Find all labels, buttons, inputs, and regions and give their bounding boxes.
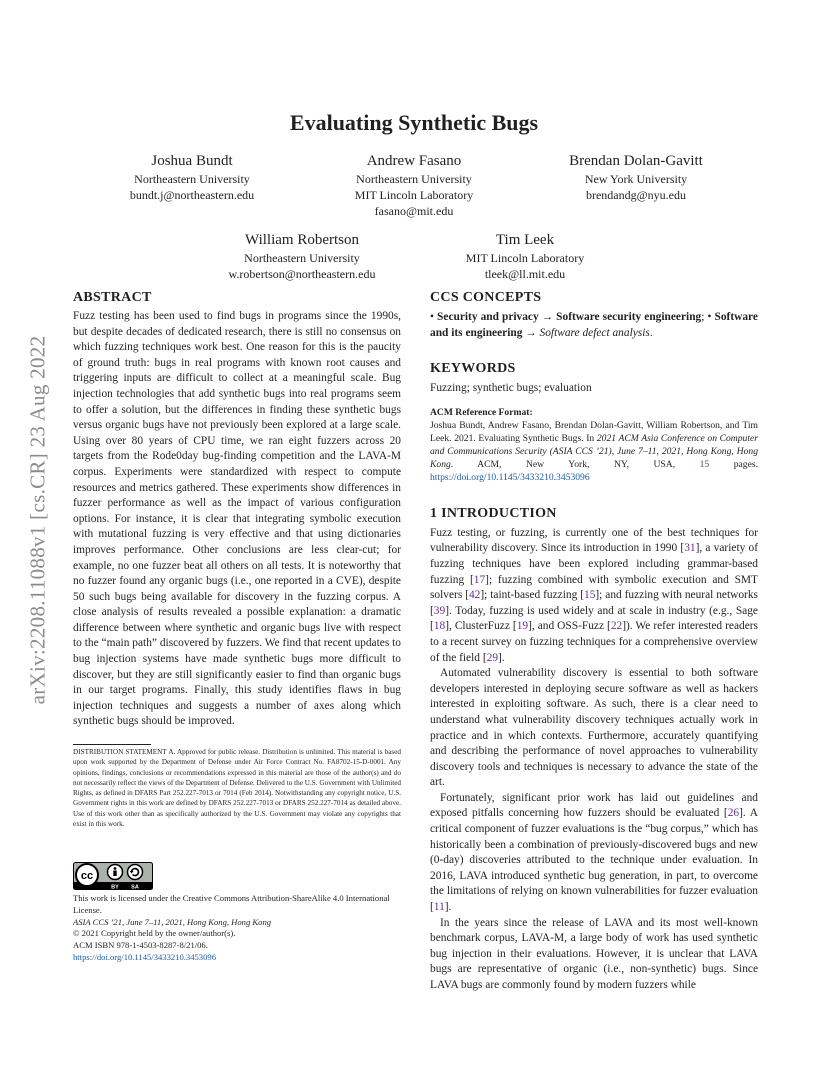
cc-by-label: BY xyxy=(111,884,119,890)
keywords-heading: KEYWORDS xyxy=(430,361,516,377)
ccs-heading: CCS CONCEPTS xyxy=(430,290,542,305)
author-email[interactable]: fasano@mit.edu xyxy=(374,204,454,218)
citation-link[interactable]: 42 xyxy=(468,589,481,602)
author-block-3 xyxy=(536,152,736,203)
intro-heading: 1 INTRODUCTION xyxy=(430,505,557,521)
text-run: ]; fuzzing combined with symbolic execution and SMT solvers [ xyxy=(430,573,759,602)
cc-by-sa-icon xyxy=(73,862,153,890)
text-run: ]; and fuzzing with neural networks [ xyxy=(430,589,758,617)
author-affiliation: MIT Lincoln Laboratory xyxy=(354,188,474,202)
author-name: William Robertson xyxy=(245,232,359,248)
author-affiliation: Northeastern University xyxy=(244,251,360,265)
text-run: ]. Today, fuzzing is used widely and at scale in industry (e.g., Sage [ xyxy=(430,604,758,633)
license-statement: This work is licensed under the Creative Commons Attribution-ShareAlike 4.0 International License. xyxy=(73,893,390,915)
author-name: Andrew Fasano xyxy=(366,153,462,169)
citation-link[interactable]: 22 xyxy=(610,620,623,633)
citation-link[interactable]: 17 xyxy=(473,573,486,586)
arrow: → xyxy=(541,311,554,323)
text-run: ], a variety of fuzzing techniques have been explored including grammar-based fuzzing [ xyxy=(430,542,758,586)
citation-link[interactable]: 29 xyxy=(486,651,499,664)
citation-link[interactable]: 26 xyxy=(727,807,740,820)
text-run: ]. A critical component of fuzzer evaluations is the “bug corpus,” which has historically been a combination of previously-discovered bugs and new (0-day) discoveries attributed to the technique under evaluation. In 2016, LAVA introduced synthetic bug generation, in part, to overcome the limitations of relying on known vulnerabilities for fuzzer evaluation [ xyxy=(430,807,759,914)
text-run: ]). We refer interested readers to a recent survey on fuzzing techniques for a comprehensive overview of the field [ xyxy=(430,620,758,664)
acm-ref-publisher: . ACM, New York, NY, USA, xyxy=(450,458,700,470)
arxiv-identifier xyxy=(18,280,58,760)
acm-ref-venue: 2021 ACM Asia Conference on Computer and Communications Security (ASIA CCS ’21), June 7–11, 2021, Hong Kong, Hong Kong xyxy=(430,432,758,470)
author-email[interactable]: tleek@ll.mit.edu xyxy=(484,267,566,281)
author-email[interactable]: w.robertson@northeastern.edu xyxy=(228,267,376,281)
keywords-text: Fuzzing; synthetic bugs; evaluation xyxy=(430,382,592,395)
author-name: Brendan Dolan-Gavitt xyxy=(569,153,703,169)
citation-link[interactable]: 15 xyxy=(584,589,596,602)
distribution-statement: DISTRIBUTION STATEMENT A. Approved for public release. Distribution is unlimited. This material is based upon work supported by the Department of Defense under Air Force Contract No. FA8702-15-D-0001. Any opinions, findings, conclusions or recommendations expressed in this material are those of the author(s) and do not necessarily reflect the views of the Department of Defense. Delivered to the U.S. Government with Unlimited Rights, as defined in DFARS Part 252.227-7013 or 7014 (Feb 2014). Notwithstanding any copyright notice, U.S. Government rights in this work are defined by DFARS 252.227-7013 or DFARS 252.227-7014 as detailed above. Use of this work other than as specifically authorized by the U.S. Government may violate any copyrights that exist in this work. xyxy=(73,748,401,829)
citation-link[interactable]: 31 xyxy=(684,542,696,555)
author-email[interactable]: bundt.j@northeastern.edu xyxy=(129,188,255,202)
ccs-concept: Security and privacy xyxy=(437,311,539,323)
author-affiliation: MIT Lincoln Laboratory xyxy=(465,251,585,265)
bullet: • xyxy=(430,311,434,323)
text-run: ]. xyxy=(498,651,505,664)
citation-link[interactable]: 11 xyxy=(433,901,445,914)
intro-paragraph-1 xyxy=(430,526,758,666)
text-run: ], ClusterFuzz [ xyxy=(445,620,517,633)
cc-sa-label: SA xyxy=(131,884,139,890)
paper-title: Evaluating Synthetic Bugs xyxy=(289,110,539,135)
right-column xyxy=(430,290,758,994)
ccs-concept: Software defect analysis xyxy=(539,326,650,339)
author-name: Joshua Bundt xyxy=(151,153,233,169)
acm-ref-authors: Joshua Bundt, Andrew Fasano, Brendan Dolan-Gavitt, William Robertson, and Tim Leek. 2021. Evaluating Synthetic Bugs. In xyxy=(430,419,758,444)
citation-link[interactable]: 39 xyxy=(433,604,446,617)
abstract-heading: ABSTRACT xyxy=(73,290,152,305)
copyright-line: © 2021 Copyright held by the owner/author(s). xyxy=(73,928,236,939)
citation-link[interactable]: 19 xyxy=(516,620,529,633)
acm-ref-doi-link[interactable]: https://doi.org/10.1145/3433210.3453096 xyxy=(430,471,590,483)
ccs-concept: Software security engineering xyxy=(556,311,702,323)
abstract-text: Fuzz testing has been used to find bugs in programs since the 1990s, but despite decades of dedicated research, there is still no consensus on which fuzzing techniques work best. One reason for this is the paucity of ground truth: bugs in real programs with known root causes and triggering inputs are difficult to collect at a meaningful scale. Bug injection technologies that add synthetic bugs into real programs seem to offer a solution, but the differences in finding these synthetic bugs versus organic bugs have not previously been explored at a large scale. Using over 80 years of CPU time, we ran eight fuzzers across 20 targets from the Rode0day bug-finding competition and the LAVA-M corpus. Experiments were standardized with respect to compute resources and metrics gathered. These experiments show differences in fuzzer performance as well as the impact of various configuration options. For instance, it is clear that integrating symbolic execution with mutational fuzzing is very effective and that using dictionaries improves performance. Other conclusions are less clear-cut; for example, no one fuzzer beat all others on all tests. It is noteworthy that no fuzzer found any organic bugs (i.e., one reported in a CVE), despite 50 such bugs being available for discovery in the fuzzing corpus. A close analysis of results revealed a possible explanation: a dramatic difference between where synthetic and organic bugs live with respect to the “main path” discovered by fuzzers. We find that recent updates to bug injection systems have made synthetic bugs more difficult to discover, but they are still significantly easier to find than organic bugs in our target programs. Finally, this study identifies flaws in bug injection techniques and suggests a number of axes along which synthetic bugs should be improved. xyxy=(73,310,401,728)
citation-link[interactable]: 18 xyxy=(433,620,446,633)
left-column xyxy=(73,290,401,730)
intro-paragraph-4: In the years since the release of LAVA and its most well-known benchmark corpus, LAVA-M, a large body of work has used synthetic bug injection in their evaluations. However, it is unclear that LAVA bugs are representative of organic (i.e., non-synthetic) bugs. Since LAVA bugs are commonly found by modern fuzzers while xyxy=(430,916,758,991)
intro-paragraph-3 xyxy=(430,791,758,916)
acm-ref-text xyxy=(430,419,758,484)
cc-letters: cc xyxy=(80,870,94,882)
license-block xyxy=(73,893,401,964)
arxiv-id-text: arXiv:2208.11088v1 [cs.CR] 23 Aug 2022 xyxy=(25,335,50,705)
text-run: Fuzz testing, or fuzzing, is currently one of the best techniques for vulnerability discovery. Since its introduction in 1990 [ xyxy=(430,526,758,555)
author-block-1 xyxy=(92,152,292,203)
text-run: Fortunately, significant prior work has laid out guidelines and exposed pitfalls concerning how fuzzers should be evaluated [ xyxy=(430,791,758,820)
bullet: • xyxy=(707,311,712,323)
acm-ref-heading: ACM Reference Format: xyxy=(430,406,533,418)
ccs-concepts xyxy=(430,310,758,341)
acm-ref-pages-suffix: pages. xyxy=(709,458,758,470)
isbn-line: ACM ISBN 978-1-4503-8287-8/21/06. xyxy=(73,940,208,951)
cc-license-badge[interactable] xyxy=(73,862,153,890)
arrow: → xyxy=(525,326,537,339)
intro-paragraph-2: Automated vulnerability discovery is essential to both software developers interested in deploying secure software as well as hackers interested in exploiting software. As such, there is a clear need to understand what vulnerability discovery techniques actually work in practice and in which contexts. Furthermore, accurately quantifying and describing the performance of novel approaches to vulnerability discovery tools and techniques is necessary to advance the state of the art. xyxy=(430,667,758,789)
author-name: Tim Leek xyxy=(495,232,555,248)
venue-line: ASIA CCS ’21, June 7–11, 2021, Hong Kong, Hong Kong xyxy=(73,916,272,927)
footnote-divider xyxy=(73,744,151,745)
text-run: ]. xyxy=(444,901,452,914)
period: . xyxy=(649,326,653,339)
author-affiliation: New York University xyxy=(584,172,688,186)
text-run: ], and OSS-Fuzz [ xyxy=(528,620,611,633)
author-block-5 xyxy=(428,231,622,282)
acm-ref-pages[interactable]: 15 xyxy=(699,458,710,470)
author-affiliation: Northeastern University xyxy=(134,172,250,186)
author-block-4 xyxy=(192,231,412,282)
text-run: ]; taint-based fuzzing [ xyxy=(480,589,584,602)
author-affiliation: Northeastern University xyxy=(356,172,472,186)
doi-link[interactable]: https://doi.org/10.1145/3433210.3453096 xyxy=(73,951,216,962)
author-block-2 xyxy=(314,152,514,219)
ccs-concept: Software and its engineering xyxy=(430,311,758,339)
author-email[interactable]: brendandg@nyu.edu xyxy=(585,188,687,202)
separator: ; xyxy=(701,311,705,323)
